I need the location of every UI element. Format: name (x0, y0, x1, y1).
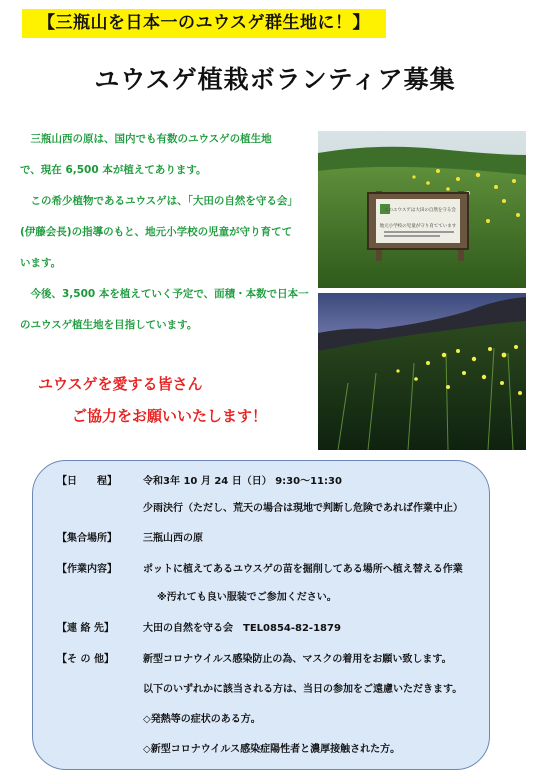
intro-line: のユウスゲ植生地を目指しています。 (20, 319, 198, 331)
other-row (33, 712, 489, 728)
schedule-label: 【日 程】 (57, 476, 117, 487)
appeal-message (38, 368, 318, 432)
schedule-note: 少雨決行（ただし、荒天の場合は現地で判断し危険であれば作業中止） (143, 503, 463, 514)
sign-text-2: 地元小学校の児童が守り育てています (379, 224, 457, 229)
other-line: 新型コロナウイルス感染防止の為、マスクの着用をお願い致します。 (143, 654, 452, 665)
meeting-place-label: 【集合場所】 (57, 533, 117, 544)
intro-line: で、現在 6,500 本が植えてあります。 (20, 164, 207, 176)
contact-value: 大田の自然を守る会 TEL0854-82-1879 (143, 623, 341, 634)
work-label: 【作業内容】 (57, 564, 117, 575)
contact-label: 【連 絡 先】 (57, 623, 114, 634)
other-row (33, 742, 489, 758)
other-line: 以下のいずれかに該当される方は、当日の参加をご遠慮いただきます。 (143, 684, 463, 695)
intro-line: 今後、3,500 本を植えていく予定で、面積・本数で日本一 (20, 288, 309, 300)
other-label: 【そ の 他】 (57, 654, 114, 665)
intro-line: います。 (20, 257, 62, 269)
event-details-box (32, 460, 490, 770)
work-value: ポットに植えてあるユウスゲの苗を掘削してある場所へ植え替える作業 (143, 564, 463, 575)
photo-dusk-flowers (318, 293, 526, 450)
contact-row (33, 621, 489, 637)
other-line: ◇発熱等の症状のある方。 (143, 714, 261, 725)
work-note: ※汚れても良い服装でご参加ください。 (157, 592, 337, 603)
schedule-value: 令和3年 10 月 24 日（日） 9:30～11:30 (143, 476, 342, 487)
schedule-row (33, 474, 489, 490)
appeal-line-1: ユウスゲを愛する皆さん (38, 375, 203, 393)
intro-line: 三瓶山西の原は、国内でも有数のユウスゲの植生地 (20, 133, 272, 145)
other-row (33, 682, 489, 698)
other-line: ◇新型コロナウイルス感染症陽性者と濃厚接触された方。 (143, 744, 401, 755)
work-note-row (33, 590, 489, 606)
work-row (33, 562, 489, 578)
appeal-line-2: ご協力をお願いいたします！ (72, 407, 268, 425)
intro-line: この希少植物であるユウスゲは、「大田の自然を守る会」 (20, 195, 298, 207)
intro-line: (伊藤会長)の指導のもと、地元小学校の児童が守り育てて (20, 226, 293, 238)
sign-text-1: このユウスゲは大田の自然を守る会 (384, 208, 456, 213)
meeting-place-row (33, 531, 489, 547)
campaign-banner: 【三瓶山を日本一のユウスゲ群生地に！】 (22, 9, 386, 38)
photo-field-with-sign (318, 131, 526, 288)
intro-text (20, 124, 310, 341)
other-row (33, 652, 489, 668)
page-title: ユウスゲ植栽ボランティア募集 (94, 65, 456, 94)
meeting-place-value: 三瓶山西の原 (143, 533, 203, 544)
schedule-note-row (33, 501, 489, 517)
